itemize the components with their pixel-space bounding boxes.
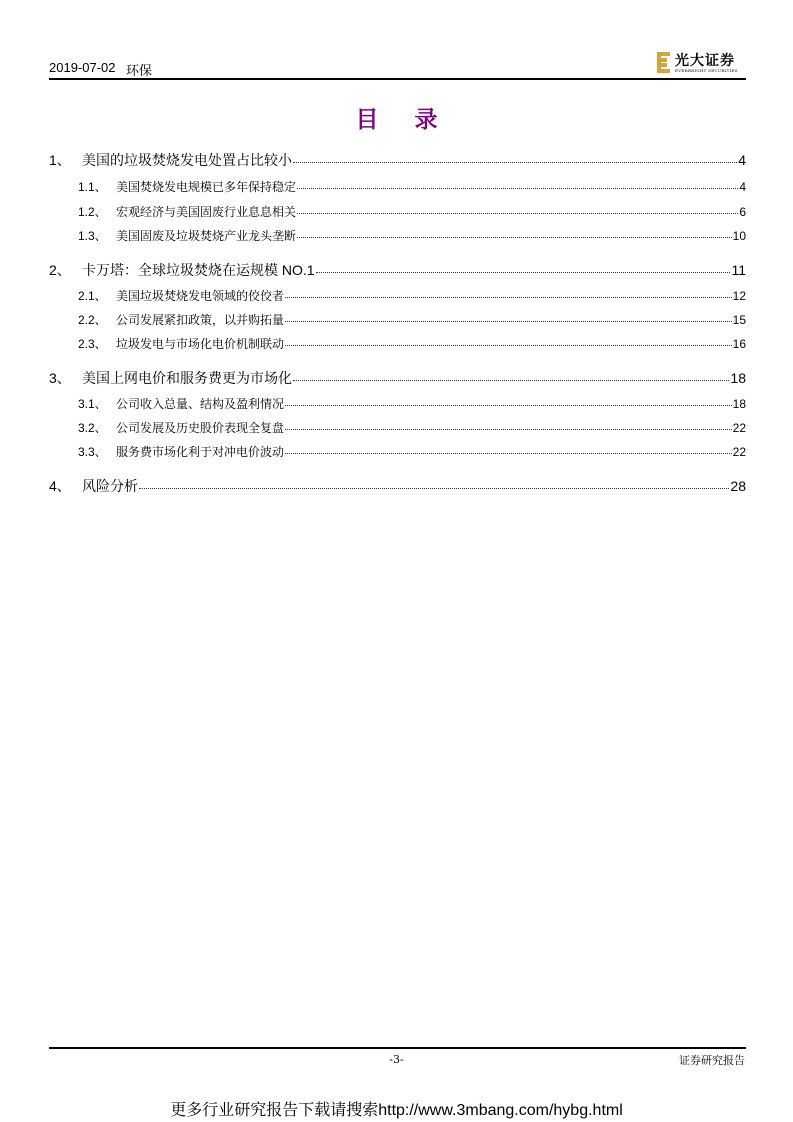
- page-header: [49, 58, 745, 78]
- toc-entry-page: 15: [732, 313, 746, 327]
- toc-entry-title: 美国上网电价和服务费更为市场化: [82, 370, 292, 386]
- toc-entry-page: 16: [732, 337, 746, 351]
- toc-entry-page: 28: [730, 478, 746, 494]
- toc-leader-dots: [316, 261, 731, 273]
- toc-leader-dots: [285, 396, 732, 407]
- toc-leader-dots: [285, 444, 732, 455]
- toc-entry-number: 4、: [49, 478, 71, 494]
- toc-leader-dots: [285, 288, 732, 299]
- toc-entry-number: 2、: [49, 262, 71, 278]
- toc-entry-number: 1.2、: [78, 205, 107, 219]
- toc-leader-dots: [293, 369, 729, 381]
- toc-title: 目 录: [355, 106, 452, 133]
- footer-divider: [49, 1047, 746, 1049]
- toc-entry-title: 垃圾发电与市场化电价机制联动: [116, 337, 285, 351]
- toc-leader-dots: [297, 179, 738, 190]
- toc-entry-title: 美国焚烧发电规模已多年保持稳定: [116, 180, 297, 194]
- toc-entry-title: 卡万塔：全球垃圾焚烧在运规模 NO.1: [82, 262, 315, 278]
- toc-leader-dots: [285, 420, 732, 431]
- toc-entry-number: 1.3、: [78, 229, 107, 243]
- toc-entry-page: 22: [732, 421, 746, 435]
- toc-entry-page: 12: [732, 289, 746, 303]
- toc-entry-number: 3.3、: [78, 445, 107, 459]
- toc-entry[interactable]: [49, 395, 746, 412]
- toc-entry[interactable]: [49, 443, 746, 460]
- toc-leader-dots: [285, 312, 732, 323]
- toc-entry-number: 3.2、: [78, 421, 107, 435]
- toc-leader-dots: [139, 477, 729, 489]
- toc-entry[interactable]: [49, 260, 746, 280]
- report-sector: 环保: [126, 63, 153, 78]
- watermark-link-text: 更多行业研究报告下载请搜索http://www.3mbang.com/hybg.html: [170, 1102, 623, 1119]
- toc-entry-number: 3、: [49, 370, 71, 386]
- toc-leader-dots: [293, 151, 737, 163]
- toc-entry-page: 22: [732, 445, 746, 459]
- toc-entry-title: 公司发展及历史股价表现全复盘: [116, 421, 285, 435]
- toc-entry-title: 美国的垃圾焚烧发电处置占比较小: [82, 152, 292, 168]
- toc-entry-page: 4: [738, 152, 746, 168]
- toc-entry-page: 18: [732, 397, 746, 411]
- everbright-logo-icon: [657, 52, 670, 73]
- toc-entry[interactable]: [49, 311, 746, 328]
- toc-entry[interactable]: [49, 419, 746, 436]
- toc-entry[interactable]: [49, 335, 746, 352]
- toc-entry-page: 6: [739, 205, 746, 219]
- toc-entry-title: 风险分析: [82, 478, 138, 494]
- toc-leader-dots: [285, 336, 732, 347]
- everbright-logo: [657, 51, 747, 75]
- header-divider: [49, 78, 746, 80]
- toc-entry-number: 1.1、: [78, 180, 107, 194]
- toc-leader-dots: [297, 204, 738, 215]
- toc-entry-title: 服务费市场化利于对冲电价波动: [116, 445, 285, 459]
- footer-label: 证券研究报告: [679, 1054, 745, 1067]
- toc-entry-page: 4: [739, 180, 746, 194]
- toc-leader-dots: [297, 228, 732, 239]
- toc-entry-number: 2.2、: [78, 313, 107, 327]
- toc-entry-title: 公司发展紧扣政策，以并购拓量: [116, 313, 285, 327]
- toc-entry-page: 18: [730, 370, 746, 386]
- toc-entry-number: 1、: [49, 152, 71, 168]
- toc-entry[interactable]: [49, 203, 746, 220]
- toc-entry[interactable]: [49, 178, 746, 195]
- toc-entry[interactable]: [49, 287, 746, 304]
- toc-entry[interactable]: [49, 227, 746, 244]
- toc-entry-title: 美国固废及垃圾焚烧产业龙头垄断: [116, 229, 297, 243]
- toc-entry-title: 公司收入总量、结构及盈利情况: [116, 397, 285, 411]
- toc-entry-title: 美国垃圾焚烧发电领域的佼佼者: [116, 289, 285, 303]
- toc-entry[interactable]: [49, 476, 746, 496]
- toc-entry-page: 10: [732, 229, 746, 243]
- report-date: 2019-07-02: [49, 60, 116, 75]
- toc-entry-number: 2.1、: [78, 289, 107, 303]
- page-number: -3-: [389, 1053, 404, 1066]
- toc-entry-number: 3.1、: [78, 397, 107, 411]
- toc-entry-title: 宏观经济与美国固废行业息息相关: [116, 205, 297, 219]
- toc-entry[interactable]: [49, 150, 746, 170]
- toc-entry-number: 2.3、: [78, 337, 107, 351]
- logo-english-name: EVERBRIGHT SECURITIES: [675, 68, 738, 73]
- toc-entry[interactable]: [49, 368, 746, 388]
- toc-entry-page: 11: [731, 262, 746, 278]
- logo-chinese-name: 光大证券: [675, 53, 735, 69]
